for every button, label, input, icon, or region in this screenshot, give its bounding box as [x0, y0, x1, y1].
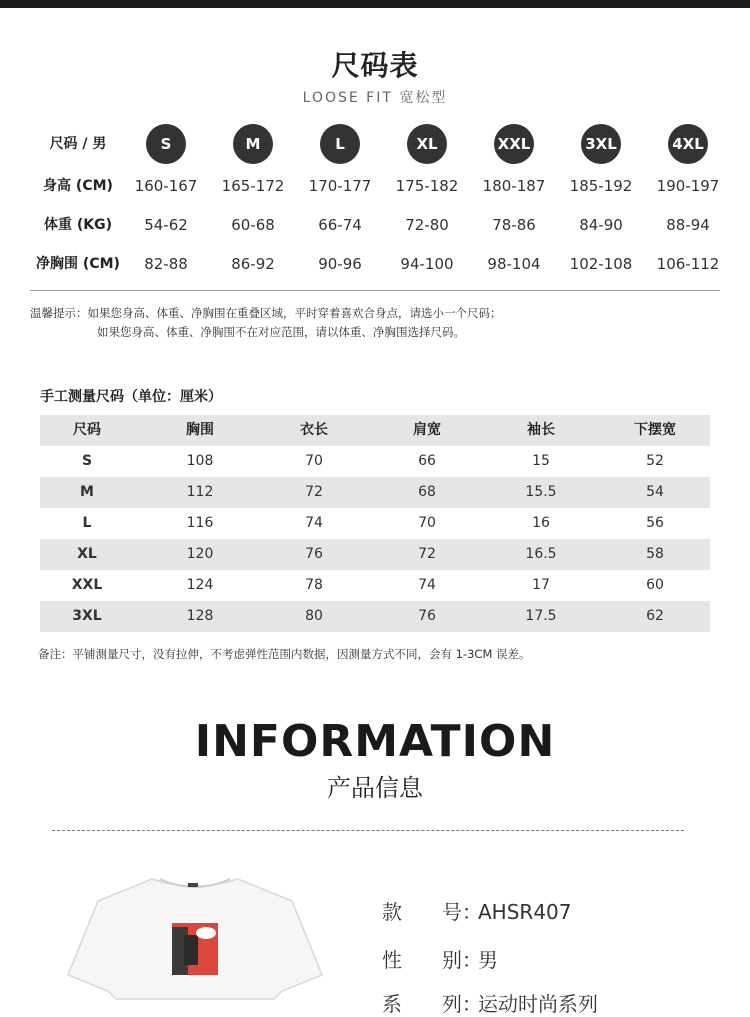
dashed-divider [52, 830, 684, 831]
size-badge: 3XL [581, 124, 621, 164]
spec-item-model [382, 896, 572, 925]
size-badge: XXL [494, 124, 534, 164]
table-cell: 58 [646, 546, 664, 562]
spec-value: 运动时尚系列 [478, 992, 598, 1016]
size-badge: L [320, 124, 360, 164]
measure-table-title: 手工测量尺码（单位：厘米） [40, 389, 222, 405]
table-cell: 70 [418, 515, 436, 531]
table-row [40, 477, 710, 508]
fit-value-cell: 84-90 [579, 216, 623, 234]
fit-value-cell: 54-62 [144, 216, 188, 234]
table-cell: 17.5 [525, 608, 557, 624]
fit-value-cell: 82-88 [144, 255, 188, 273]
size-row [28, 126, 740, 162]
spec-item-series [382, 988, 598, 1017]
table-cell: 70 [305, 453, 323, 469]
table-cell: S [81, 453, 93, 469]
fit-value-cell: 86-92 [231, 255, 275, 273]
table-cell: 54 [646, 484, 664, 500]
section-divider [30, 290, 720, 291]
table-cell: 120 [186, 546, 214, 562]
size-badge: XL [407, 124, 447, 164]
row-label: 身高 (CM) [43, 178, 113, 194]
table-cell: 72 [305, 484, 323, 500]
fit-value-cell: 190-197 [656, 177, 720, 195]
table-cell: M [80, 484, 94, 500]
top-banner-strip [0, 0, 750, 8]
table-cell: XXL [71, 577, 103, 593]
table-row [40, 539, 710, 570]
size-chart-title: 尺码表 [331, 49, 419, 82]
fit-value-cell: 72-80 [405, 216, 449, 234]
table-row [40, 601, 710, 632]
table-cell: 17 [532, 577, 550, 593]
fit-value-cell: 160-167 [134, 177, 198, 195]
fit-value-cell: 60-68 [231, 216, 275, 234]
fit-value-cell: 78-86 [492, 216, 536, 234]
fit-value-cell: 94-100 [400, 255, 454, 273]
table-cell: 74 [305, 515, 323, 531]
information-subtitle: 产品信息 [327, 774, 423, 802]
spec-key: 系 列： [382, 992, 482, 1016]
table-cell: 76 [305, 546, 323, 562]
weight-row [28, 207, 740, 243]
spec-value: AHSR407 [478, 900, 572, 924]
fit-value-cell: 106-112 [656, 255, 720, 273]
fit-value-cell: 180-187 [482, 177, 546, 195]
table-cell: 74 [418, 577, 436, 593]
row-label: 净胸围 (CM) [36, 256, 120, 272]
height-row [28, 168, 740, 204]
fit-value-cell: 170-177 [308, 177, 372, 195]
fit-value-cell: 102-108 [569, 255, 633, 273]
table-header-row [40, 415, 710, 446]
fit-value-cell: 98-104 [487, 255, 541, 273]
table-cell: 108 [186, 453, 214, 469]
table-cell: 56 [646, 515, 664, 531]
table-row [40, 446, 710, 477]
table-cell: 16 [532, 515, 550, 531]
table-cell: 128 [186, 608, 214, 624]
table-cell: 66 [418, 453, 436, 469]
chest-row [28, 246, 740, 282]
information-title: INFORMATION [194, 716, 556, 767]
table-header-cell: 胸围 [186, 422, 214, 438]
table-header-cell: 尺码 [73, 422, 101, 438]
table-cell: 16.5 [525, 546, 557, 562]
table-cell: L [82, 515, 92, 531]
size-badge: 4XL [668, 124, 708, 164]
row-label: 体重 (KG) [43, 217, 112, 233]
fit-value-cell: 66-74 [318, 216, 362, 234]
table-cell: 68 [418, 484, 436, 500]
fit-value-cell: 175-182 [395, 177, 459, 195]
table-header-cell: 肩宽 [413, 422, 441, 438]
tip-line-1: 温馨提示：如果您身高、体重、净胸围在重叠区域，平时穿着喜欢合身点，请选小一个尺码； [30, 306, 502, 320]
table-cell: XL [77, 546, 97, 562]
table-cell: 62 [646, 608, 664, 624]
table-header-cell: 下摆宽 [634, 422, 676, 438]
table-cell: 3XL [72, 608, 102, 624]
table-cell: 78 [305, 577, 323, 593]
row-label: 尺码 / 男 [49, 136, 107, 152]
size-badge: S [146, 124, 186, 164]
table-header-cell: 衣长 [300, 422, 328, 438]
fit-value-cell: 185-192 [569, 177, 633, 195]
table-cell: 116 [186, 515, 214, 531]
fit-value-cell: 165-172 [221, 177, 285, 195]
table-cell: 15.5 [525, 484, 557, 500]
fit-value-cell: 90-96 [318, 255, 362, 273]
table-cell: 72 [418, 546, 436, 562]
table-cell: 15 [532, 453, 550, 469]
spec-key: 性 别： [382, 948, 482, 972]
spec-value: 男 [478, 948, 498, 972]
table-row [40, 570, 710, 601]
size-badge: M [233, 124, 273, 164]
measure-note: 备注：平铺测量尺寸，没有拉伸，不考虑弹性范围内数据，因测量方式不同，会有 1-3CM 误差。 [38, 647, 531, 661]
spec-key: 款 号： [382, 900, 482, 924]
tip-line-2: 如果您身高、体重、净胸围不在对应范围，请以体重、净胸围选择尺码。 [97, 325, 465, 339]
table-header-cell: 袖长 [527, 422, 555, 438]
table-cell: 112 [186, 484, 214, 500]
size-chart-subtitle: LOOSE FIT 宽松型 [302, 90, 448, 106]
table-cell: 124 [186, 577, 214, 593]
table-cell: 52 [646, 453, 664, 469]
table-row [40, 508, 710, 539]
fit-value-cell: 88-94 [666, 216, 710, 234]
table-cell: 60 [646, 577, 664, 593]
table-cell: 80 [305, 608, 323, 624]
spec-item-gender [382, 944, 498, 973]
table-cell: 76 [418, 608, 436, 624]
tshirt-product-image [60, 865, 330, 999]
